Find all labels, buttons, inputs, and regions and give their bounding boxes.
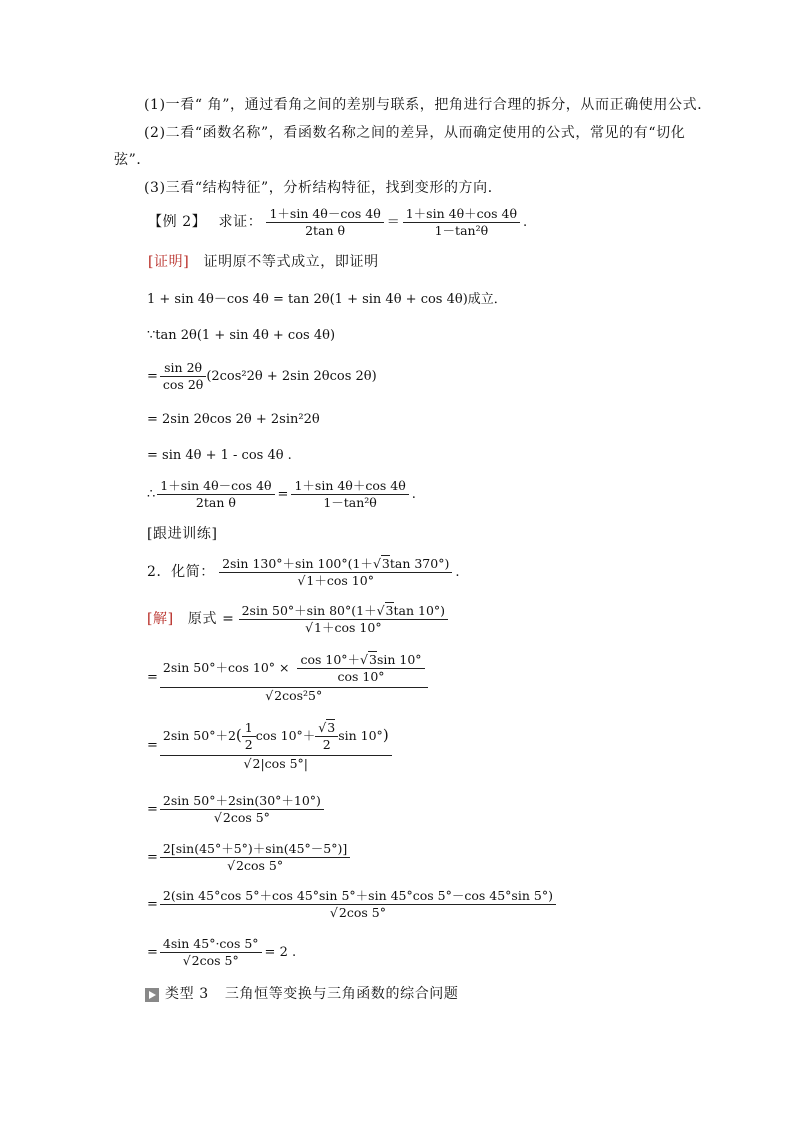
section-label: 类型 3 — [165, 986, 209, 1002]
proof-line-1: 1 + sin 4θ－cos 4θ = tan 2θ(1 + sin 4θ + cos 4θ)成立． — [147, 292, 507, 307]
example-2: 【例 2】 求证： $\frac{1+\sin 4\theta-\cos 4\theta}{\text{2tan θ}}$ ＝ $\frac{1+\sin 4\theta+\cos 4\theta}{\text{1－tan²θ}}$ . — [148, 206, 528, 238]
tip-2: (2)二看“函数名称”，看函数名称之间的差异，从而确定使用的公式，常见的有“切化 — [144, 125, 686, 141]
solution-line-3: = $\frac{2\sin 50^\circ+2\sin(30^\circ+10^\circ)}{√2\cos 5^\circ}$ — [147, 793, 324, 826]
example-prompt: 求证： — [218, 214, 263, 230]
solution-line-1: = 2sin 50°＋cos 10° × $\frac{\cos 10^\circ+√3\sin 10^\circ}{\cos 10^\circ}$ √2cos²5° — [147, 652, 428, 704]
proof-conclusion: ∴ $\frac{1+\sin 4\theta-\cos 4\theta}{\text{2tan θ}}$ = $\frac{1+\sin 4\theta+\cos 4\theta}{\text{1－tan²θ}}$ . — [147, 478, 416, 510]
play-triangle-icon — [145, 988, 159, 1002]
example-lhs-fraction: $\frac{1+\sin 4\theta-\cos 4\theta}{\text{2tan θ}}$ — [266, 206, 383, 239]
tip-3: (3)三看“结构特征”，分析结构特征，找到变形的方向． — [144, 180, 503, 196]
proof-line-5: = sin 4θ + 1 - cos 4θ . — [147, 448, 292, 463]
tip-1: (1)一看“ 角”，通过看角之间的差别与联系，把角进行合理的拆分，从而正确使用公式． — [144, 97, 712, 113]
solution-line-5: = $\frac{2(\sin 45^\circ\cos 5^\circ+\cos 45^\circ\sin 5^\circ+\sin 45^\circ\cos 5^\circ-\cos 45^\circ\sin 5^\circ)}{√2\cos 5^\circ}$ — [147, 888, 556, 921]
solution-line-4: = $\frac{2[\sin(45^\circ+5^\circ)+\sin(45^\circ-5^\circ)]}{√2\cos 5^\circ}$ — [147, 841, 350, 874]
solution-line-2: = 2sin 50°＋2( $\frac{1}{2}$ cos 10°＋ $\frac{√3}{2}$ sin 10°) √2|cos 5°| — [147, 720, 392, 772]
practice-question: 2．化简： $\frac{2\sin 130^\circ+\sin 100^\circ(1+√3\tan 370^\circ)}{√1+\cos 10^\circ}$ . — [147, 556, 460, 588]
example-label: 【例 2】 — [148, 214, 207, 230]
section-title: 三角恒等变换与三角函数的综合问题 — [224, 986, 459, 1002]
section-heading — [145, 986, 459, 1003]
proof-intro-line — [148, 254, 379, 271]
practice-heading: [跟进训练] — [147, 526, 218, 542]
proof-line-3: = $\frac{\sin 2\theta}{\cos 2\theta}$ (2cos²2θ + 2sin 2θcos 2θ) — [147, 360, 377, 392]
question-label: 2．化简： — [147, 564, 215, 580]
solution-line-6: = $\frac{4\sin 45^\circ\cdot\cos 5^\circ}{√2\cos 5^\circ}$ = 2 . — [147, 936, 297, 968]
proof-intro: 证明原不等式成立，即证明 — [203, 254, 379, 270]
solution-tag: [解] — [147, 611, 174, 627]
proof-line-2: ∵tan 2θ(1 + sin 4θ + cos 4θ) — [147, 328, 336, 343]
proof-line-4: = 2sin 2θcos 2θ + 2sin²2θ — [147, 412, 320, 427]
tip-2-cont: 弦”． — [114, 152, 151, 168]
question-fraction: $\frac{2\sin 130^\circ+\sin 100^\circ(1+√3\tan 370^\circ)}{√1+\cos 10^\circ}$ — [219, 556, 452, 589]
proof-fraction-tan: $\frac{\sin 2\theta}{\cos 2\theta}$ — [160, 360, 206, 393]
solution-line-0: [解] 原式 = $\frac{2\sin 50^\circ+\sin 80^\circ(1+√3\tan 10^\circ)}{√1+\cos 10^\circ}$ — [147, 603, 448, 636]
proof-tag: [证明] — [148, 254, 190, 270]
example-rhs-fraction: $\frac{1+\sin 4\theta+\cos 4\theta}{\text{1－tan²θ}}$ — [403, 206, 520, 239]
